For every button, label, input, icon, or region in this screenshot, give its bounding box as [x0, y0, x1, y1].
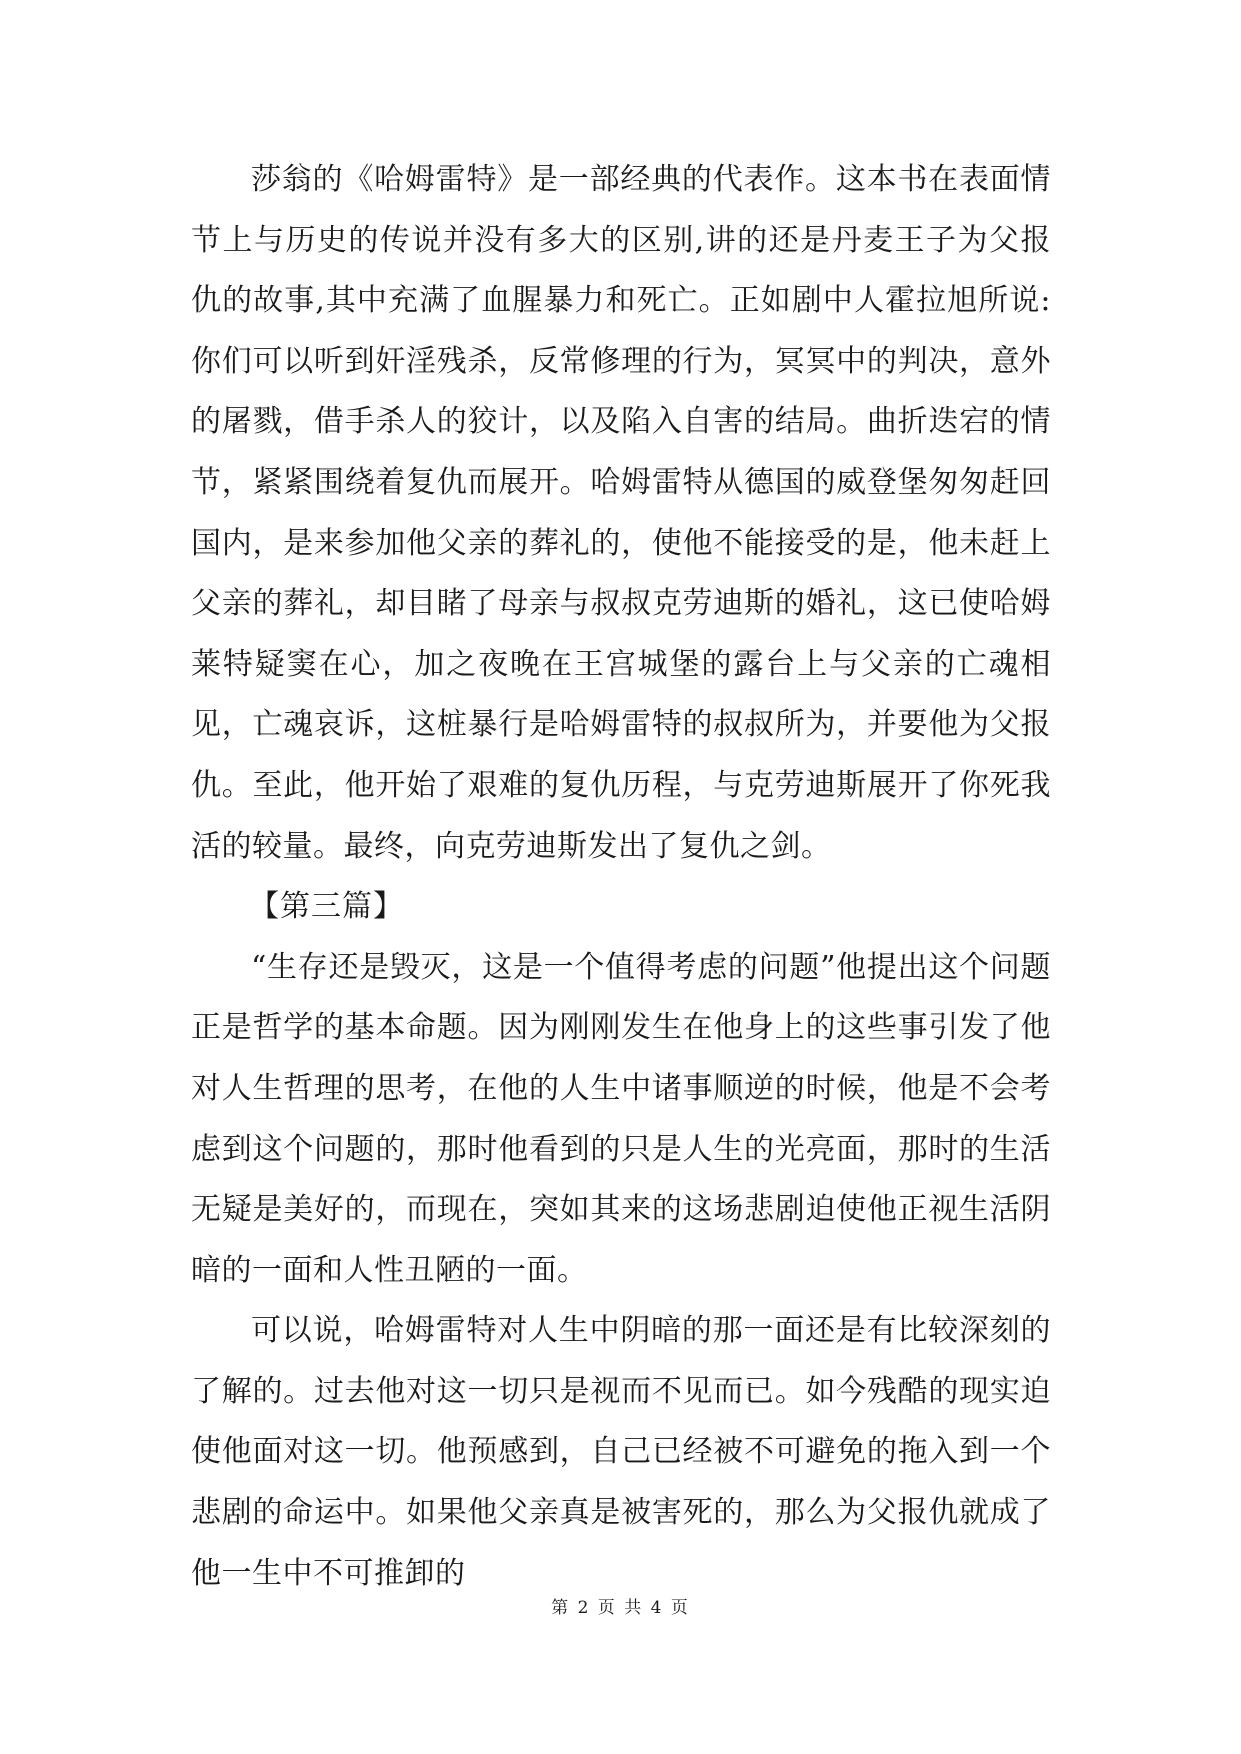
- document-body: [191, 150, 1051, 1604]
- paragraph-dark-side: 可以说，哈姆雷特对人生中阴暗的那一面还是有比较深刻的了解的。过去他对这一切只是视而不见而已。如今残酷的现实迫使他面对这一切。他预感到，自己已经被不可避免的拖入到一个悲剧的命运中。如果他父亲真是被害死的，那么为父报仇就成了他一生中不可推卸的: [191, 1313, 1051, 1591]
- section-heading: 【第三篇】: [249, 889, 404, 925]
- paragraph-to-be-or-not: “生存还是毁灭，这是一个值得考虑的问题”他提出这个问题正是哲学的基本命题。因为刚刚发生在他身上的这些事引发了他对人生哲理的思考，在他的人生中诸事顺逆的时候，他是不会考虑到这个问题的，那时他看到的只是人生的光亮面，那时的生活无疑是美好的，而现在，突如其来的这场悲剧迫使他正视生活阴暗的一面和人性丑陋的一面。: [191, 949, 1051, 1288]
- page-number-footer: 第 2 页 共 4 页: [551, 1598, 690, 1618]
- paragraph-hamlet-summary: 莎翁的《哈姆雷特》是一部经典的代表作。这本书在表面情节上与历史的传说并没有多大的区别,讲的还是丹麦王子为父报仇的故事,其中充满了血腥暴力和死亡。正如剧中人霍拉旭所说:你们可以听到奸淫残杀，反常修理的行为，冥冥中的判决，意外的屠戮，借手杀人的狡计，以及陷入自害的结局。曲折迭宕的情节，紧紧围绕着复仇而展开。哈姆雷特从德国的威登堡匆匆赶回国内，是来参加他父亲的葬礼的，使他不能接受的是，他未赶上父亲的葬礼，却目睹了母亲与叔叔克劳迪斯的婚礼，这已使哈姆莱特疑窦在心，加之夜晚在王宫城堡的露台上与父亲的亡魂相见，亡魂哀诉，这桩暴行是哈姆雷特的叔叔所为，并要他为父报仇。至此，他开始了艰难的复仇历程，与克劳迪斯展开了你死我活的较量。最终，向克劳迪斯发出了复仇之剑。: [191, 162, 1051, 864]
